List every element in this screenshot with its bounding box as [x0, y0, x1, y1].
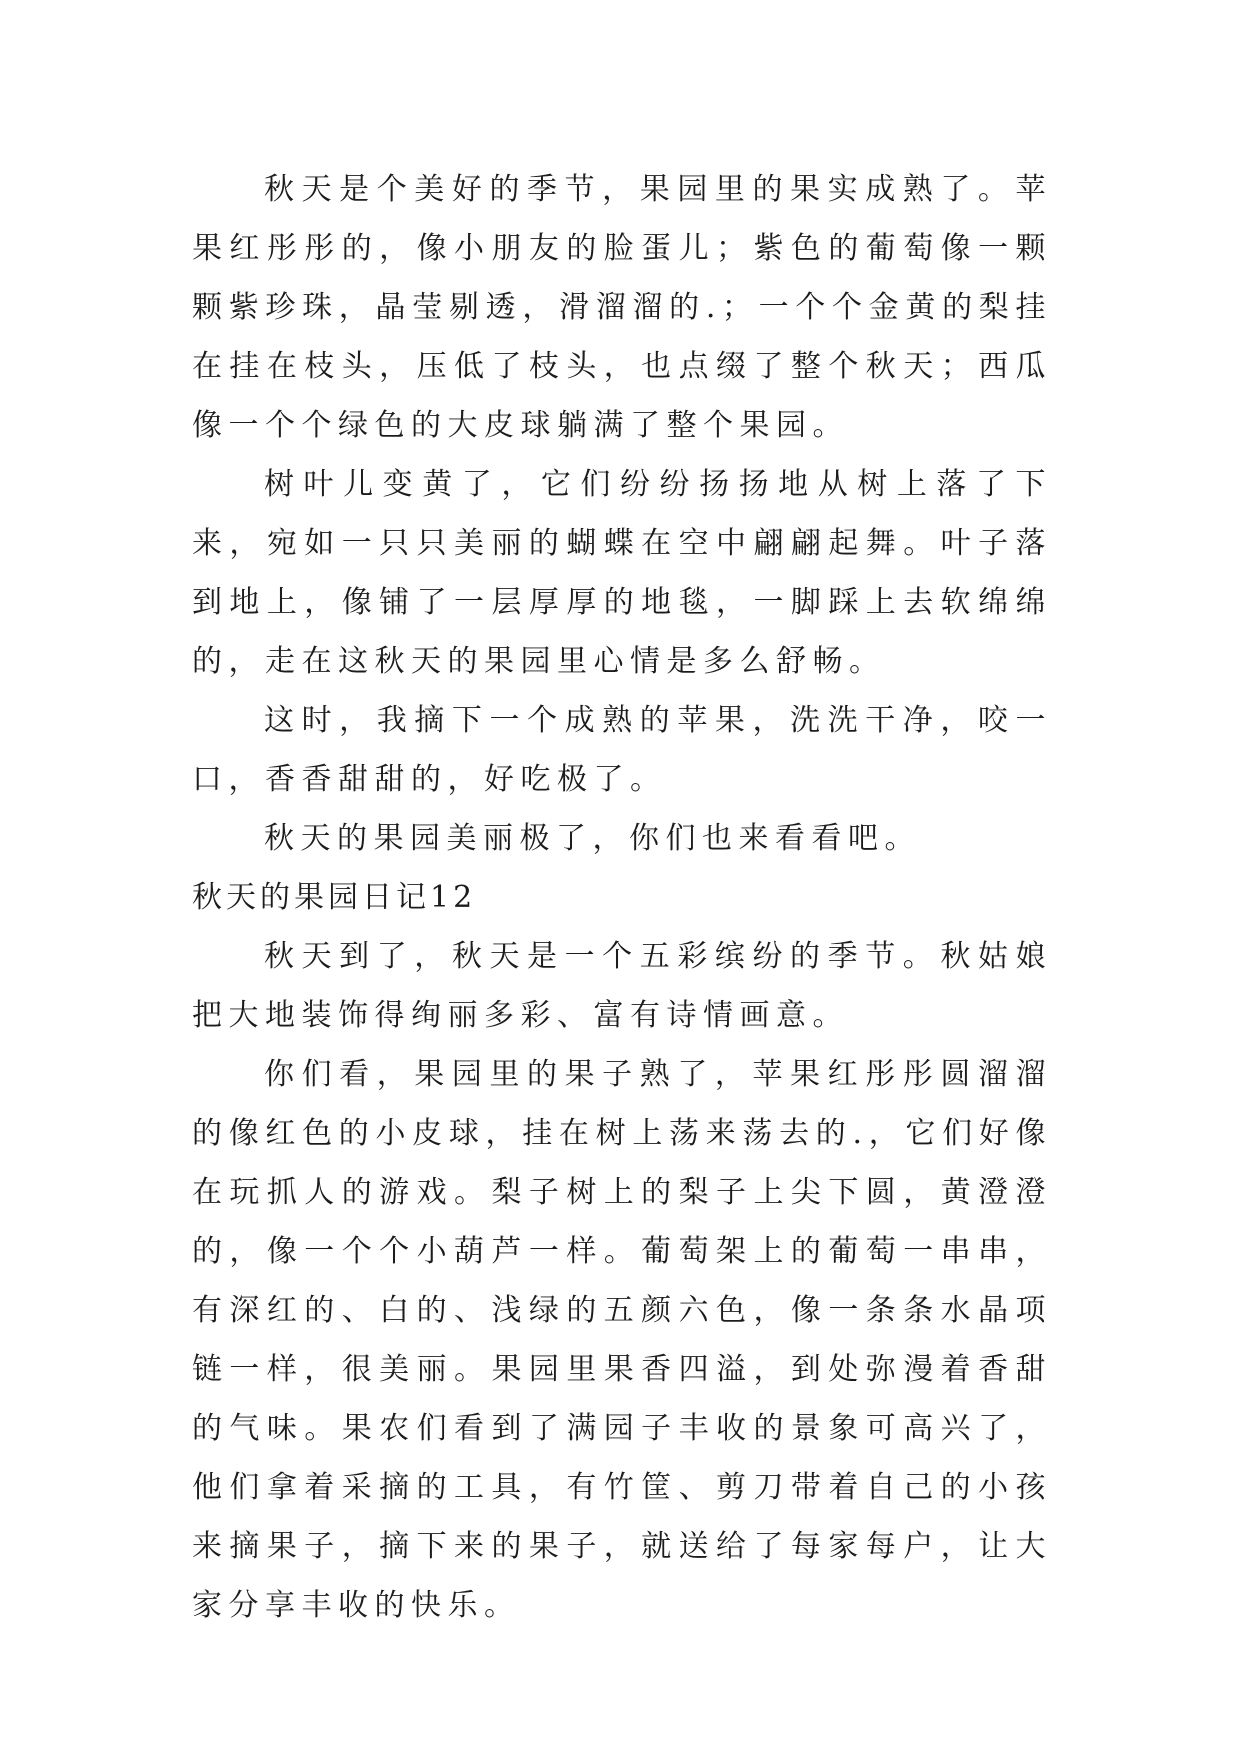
paragraph-harvest-scene: 你们看，果园里的果子熟了，苹果红彤彤圆溜溜的像红色的小皮球，挂在树上荡来荡去的.，它们好像在玩抓人的游戏。梨子树上的梨子上尖下圆，黄澄澄的，像一个个小葫芦一样。葡萄架上的葡萄一串串，有深红的、白的、浅绿的五颜六色，像一条条水晶项链一样，很美丽。果园里果香四溢，到处弥漫着香甜的气味。果农们看到了满园子丰收的景象可高兴了，他们拿着采摘的工具，有竹筐、剪刀带着自己的小孩来摘果子，摘下来的果子，就送给了每家每户，让大家分享丰收的快乐。 — [192, 1057, 1052, 1623]
document-body — [192, 160, 1052, 1635]
section-heading: 秋天的果园日记12 — [192, 880, 477, 915]
paragraph-falling-leaves: 树叶儿变黄了，它们纷纷扬扬地从树上落了下来，宛如一只只美丽的蝴蝶在空中翩翩起舞。叶子落到地上，像铺了一层厚厚的地毯，一脚踩上去软绵绵的，走在这秋天的果园里心情是多么舒畅。 — [192, 467, 1052, 679]
paragraph-invitation: 秋天的果园美丽极了，你们也来看看吧。 — [264, 821, 921, 856]
paragraph-picking-apple: 这时，我摘下一个成熟的苹果，洗洗干净，咬一口，香香甜甜的，好吃极了。 — [192, 703, 1052, 797]
paragraph-colorful-season: 秋天到了，秋天是一个五彩缤纷的季节。秋姑娘把大地装饰得绚丽多彩、富有诗情画意。 — [192, 939, 1052, 1033]
paragraph-autumn-orchard-fruits: 秋天是个美好的季节，果园里的果实成熟了。苹果红彤彤的，像小朋友的脸蛋儿；紫色的葡萄像一颗颗紫珍珠，晶莹剔透，滑溜溜的.；一个个金黄的梨挂在挂在枝头，压低了枝头，也点缀了整个秋天；西瓜像一个个绿色的大皮球躺满了整个果园。 — [192, 172, 1052, 443]
